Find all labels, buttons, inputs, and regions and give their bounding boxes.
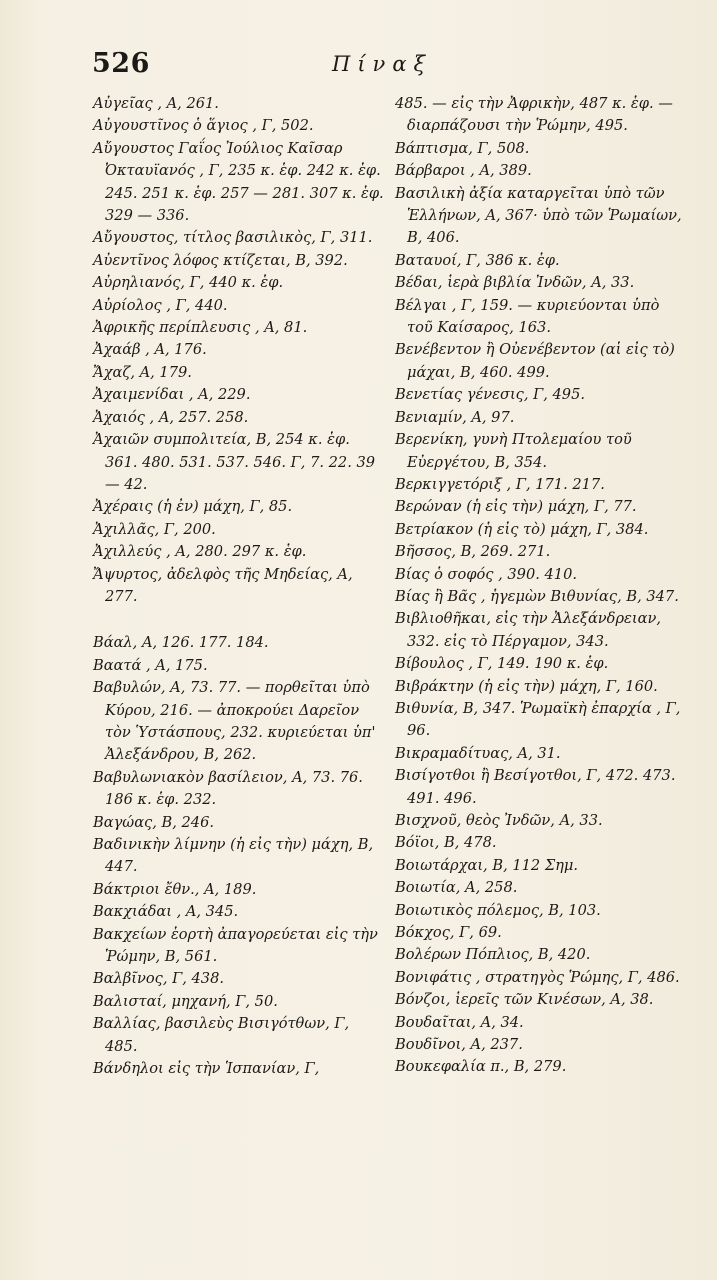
index-entry: Βῆσσος, Β, 269. 271. xyxy=(395,543,551,561)
index-entry: Βόνζοι, ἱερεῖς τῶν Κινέσων, Α, 38. xyxy=(395,991,654,1009)
index-entry: Βισχνοῦ, θεὸς Ἰνδῶν, Α, 33. xyxy=(395,812,603,829)
index-entry: Βαδινικὴν λίμνην (ἡ εἰς τὴν) μάχη, Β, 447. xyxy=(93,836,374,876)
index-entry: Βίας ἢ Βᾶς , ἡγεμὼν Βιθυνίας, Β, 347. xyxy=(395,587,679,605)
index-entry: Βαατά , Α, 175. xyxy=(93,656,208,674)
index-entry: Ἀχέραις (ἡ ἐν) μάχη, Γ, 85. xyxy=(93,498,293,516)
index-entry: Βίβουλος , Γ, 149. 190 κ. ἑφ. xyxy=(395,655,609,673)
page-header xyxy=(92,48,687,84)
index-entry: Αὐρίολος , Γ, 440. xyxy=(93,296,228,314)
index-entry: Βάαλ, Α, 126. 177. 184. xyxy=(93,634,269,652)
index-entry: Αὐγεῖας , Α, 261. xyxy=(93,95,219,112)
index-entry: Βενετίας γένεσις, Γ, 495. xyxy=(395,386,586,404)
index-column-left xyxy=(93,93,385,1080)
index-entry: Βερώναν (ἡ εἰς τὴν) μάχη, Γ, 77. xyxy=(395,498,637,516)
index-entry: Αὐγουστῖνος ὁ ἅγιος , Γ, 502. xyxy=(93,117,314,135)
index-column-right xyxy=(395,93,687,1079)
index-entry: Βαβυλών, Α, 73. 77. — πορθεῖται ὑπὸ Κύρου, 216. — ἀποκρούει Δαρεῖον τὸν Ὑστάσπους, 232. κυριεύεται ὑπ' Ἀλεξάνδρου, Β, 262. xyxy=(93,679,376,764)
index-entry: Βόκχος, Γ, 69. xyxy=(395,924,502,942)
index-entry: Βουδαῖται, Α, 34. xyxy=(395,1013,524,1031)
running-title: Πίναξ xyxy=(332,52,433,76)
page-number: 526 xyxy=(92,48,150,79)
index-entry: Βάκτριοι ἔθν., Α, 189. xyxy=(93,880,257,898)
index-entry: Βαλισταί, μηχανή, Γ, 50. xyxy=(93,992,278,1010)
index-entry: Βερκιγγετόριξ , Γ, 171. 217. xyxy=(395,475,605,493)
index-entry: Βιβράκτην (ἡ εἰς τὴν) μάχη, Γ, 160. xyxy=(395,677,658,695)
index-entry: Βαλλίας, βασιλεὺς Βισιγότθων, Γ, 485. xyxy=(93,1015,350,1055)
index-entry: Ἀχιλλᾶς, Γ, 200. xyxy=(93,520,216,538)
index-entry: Βάρβαροι , Α, 389. xyxy=(395,162,532,180)
index-entry: Βισίγοτθοι ἢ Βεσίγοτθοι, Γ, 472. 473. 491. 496. xyxy=(395,767,676,807)
index-entry: Αὐεντῖνος λόφος κτίζεται, Β, 392. xyxy=(93,251,348,269)
index-entry: Βαγώας, Β, 246. xyxy=(93,813,215,831)
index-entry: Βάνδηλοι εἰς τὴν Ἱσπανίαν, Γ, xyxy=(93,1060,320,1078)
index-entry: Βόϊοι, Β, 478. xyxy=(395,834,497,852)
section-gap xyxy=(93,608,385,632)
index-entry: Βοιωτία, Α, 258. xyxy=(395,879,518,897)
index-entry: Βοιωτάρχαι, Β, 112 Σημ. xyxy=(395,856,579,874)
index-entry: Βολέρων Πόπλιος, Β, 420. xyxy=(395,946,591,964)
index-entry: Βονιφάτις , στρατηγὸς Ῥώμης, Γ, 486. xyxy=(395,968,680,986)
index-entry: Ἀχαιμενίδαι , Α, 229. xyxy=(93,386,251,404)
index-entry: Βιθυνία, Β, 347. Ῥωμαϊκὴ ἐπαρχία , Γ, 96. xyxy=(395,699,681,740)
index-entry: Βερενίκη, γυνὴ Πτολεμαίου τοῦ Εὐεργέτου, Β, 354. xyxy=(395,431,632,471)
index-entry: Βέδαι, ἱερὰ βιβλία Ἰνδῶν, Α, 33. xyxy=(395,274,635,292)
index-entry: Βαβυλωνιακὸν βασίλειον, Α, 73. 76. 186 κ. ἑφ. 232. xyxy=(93,768,363,809)
index-entry: Αὐρηλιανός, Γ, 440 κ. ἑφ. xyxy=(93,274,284,292)
index-entry: Βάπτισμα, Γ, 508. xyxy=(395,139,530,157)
index-entry: Βαλβῖνος, Γ, 438. xyxy=(93,970,224,988)
index-entry: Βικραμαδίτυας, Α, 31. xyxy=(395,744,561,762)
index-entry: Βετρίακον (ἡ εἰς τὸ) μάχη, Γ, 384. xyxy=(395,520,649,538)
index-entry: Ἀχαιός , Α, 257. 258. xyxy=(93,408,249,426)
index-entry: Βενέβεντον ἢ Οὐενέβεντον (αἱ εἰς τὸ) μάχαι, Β, 460. 499. xyxy=(395,341,675,381)
index-entry: Βακχιάδαι , Α, 345. xyxy=(93,903,239,921)
index-entry: Ἄψυρτος, ἀδελφὸς τῆς Μηδείας, Α, 277. xyxy=(93,565,353,605)
index-entry: Ἄχαζ, Α, 179. xyxy=(93,363,192,381)
index-entry: Βακχείων ἑορτὴ ἀπαγορεύεται εἰς τὴν Ῥώμην, Β, 561. xyxy=(93,925,378,966)
index-entry: Ἀχαάβ , Α, 176. xyxy=(93,341,207,359)
index-entry: Αὔγουστος, τίτλος βασιλικὸς, Γ, 311. xyxy=(93,229,373,247)
index-entry: Ἀχαιῶν συμπολιτεία, Β, 254 κ. ἑφ. 361. 480. 531. 537. 546. Γ, 7. 22. 39 — 42. xyxy=(93,431,376,493)
index-entry: Ἀχιλλεύς , Α, 280. 297 κ. ἑφ. xyxy=(93,543,307,561)
index-entry: 485. — εἰς τὴν Ἀφρικὴν, 487 κ. ἑφ. — διαρπάζουσι τὴν Ῥώμην, 495. xyxy=(395,95,673,135)
index-entry: Βενιαμίν, Α, 97. xyxy=(395,408,515,426)
index-entry: Βέλγαι , Γ, 159. — κυριεύονται ὑπὸ τοῦ Καίσαρος, 163. xyxy=(395,296,660,337)
index-entry: Βουκεφαλία π., Β, 279. xyxy=(395,1058,567,1076)
index-entry: Βίας ὁ σοφός , 390. 410. xyxy=(395,565,578,583)
index-entry: Βιβλιοθῆκαι, εἰς τὴν Ἀλεξάνδρειαν, 332. εἰς τὸ Πέργαμον, 343. xyxy=(395,610,661,650)
index-entry: Βοιωτικὸς πόλεμος, Β, 103. xyxy=(395,901,601,919)
index-entry: Βαταυοί, Γ, 386 κ. ἑφ. xyxy=(395,251,560,269)
index-entry: Βουδῖνοι, Α, 237. xyxy=(395,1036,523,1054)
index-entry: Βασιλικὴ ἀξία καταργεῖται ὑπὸ τῶν Ἑλλήνων, Α, 367· ὑπὸ τῶν Ῥωμαίων, Β, 406. xyxy=(395,184,682,247)
index-entry: Αὔγουστος Γαΐος Ἰούλιος Καῖσαρ Ὀκταυϊανός , Γ, 235 κ. ἑφ. 242 κ. ἑφ. 245. 251 κ. ἑφ. 257 — 281. 307 κ. ἑφ. 329 — 336. xyxy=(93,139,384,225)
index-entry: Ἀφρικῆς περίπλευσις , Α, 81. xyxy=(93,319,308,337)
